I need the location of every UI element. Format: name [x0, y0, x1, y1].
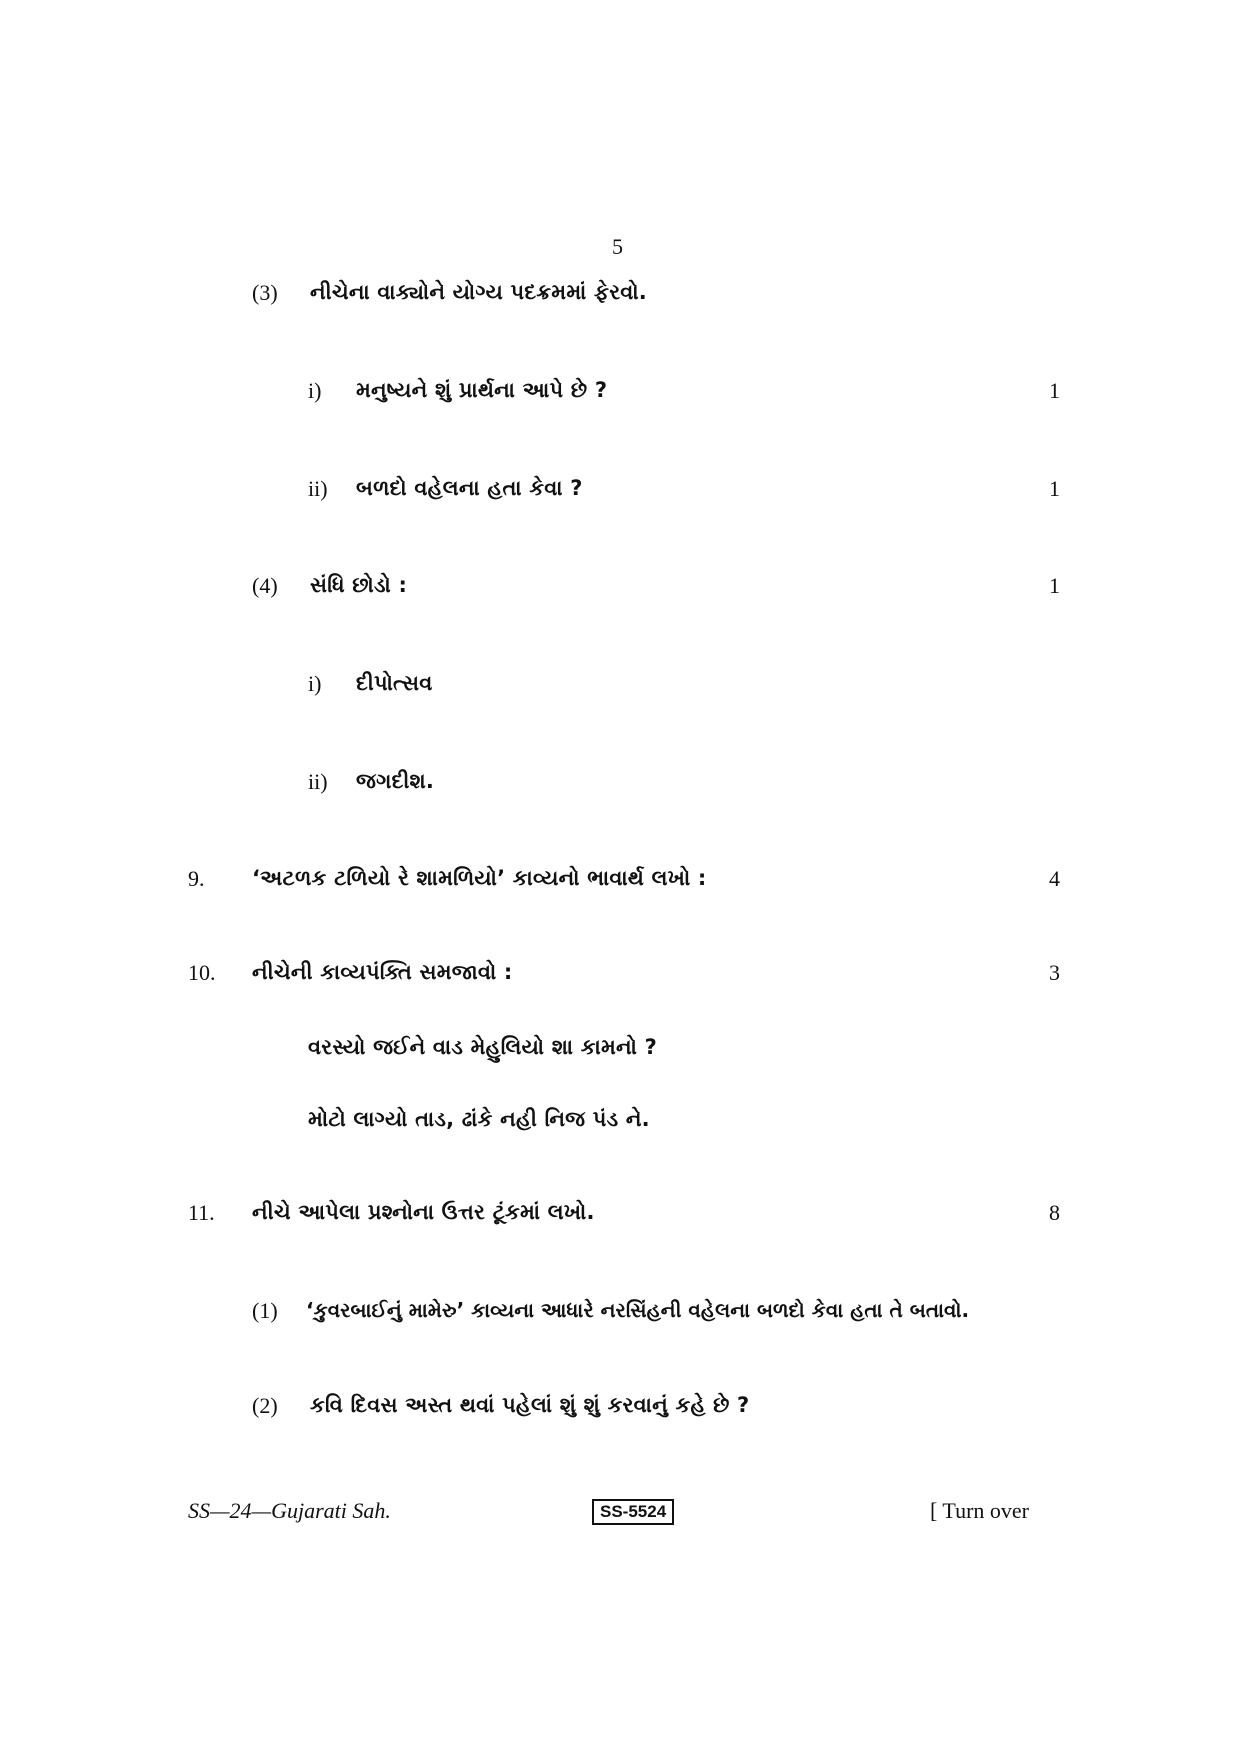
question-8-3-text: નીચેના વાક્યોને યોગ્ય પદક્રમમાં ફેરવો. [310, 280, 647, 304]
question-8-3-i-text: મનુષ્યને શું પ્રાર્થના આપે છે ? [356, 378, 608, 402]
question-9-text: ‘અટળક ટળિયો રે શામળિયો’ કાવ્યનો ભાવાર્થ લખો : [252, 866, 707, 890]
question-11-2-text: કવિ દિવસ અસ્ત થવાં પહેલાં શું શું કરવાનું કહે છે ? [310, 1393, 750, 1417]
question-8-3-ii-marks: 1 [1049, 476, 1060, 501]
footer-turn-over: [ Turn over [930, 1498, 1030, 1523]
question-10-text: નીચેની કાવ્યપંક્તિ સમજાવો : [252, 960, 513, 984]
question-11-1-text: ‘કુવરબાઈનું મામેરુ’ કાવ્યના આધારે નરસિંહની વહેલના બળદો કેવા હતા તે બતાવો. [306, 1298, 970, 1322]
question-8-4-ii-number: ii) [308, 769, 328, 794]
question-8-4-text: સંધિ છોડો : [310, 573, 408, 597]
question-8-4-marks: 1 [1049, 573, 1060, 598]
question-9-number: 9. [188, 866, 205, 891]
question-10-marks: 3 [1049, 960, 1060, 985]
question-8-3-ii-number: ii) [308, 476, 328, 501]
question-9-marks: 4 [1049, 866, 1060, 891]
question-11-text: નીચે આપેલા પ્રશ્નોના ઉત્તર ટૂંકમાં લખો. [252, 1200, 595, 1224]
question-8-3-i-marks: 1 [1049, 378, 1060, 403]
question-10-poem-line-2: મોટો લાગ્યો તાડ, ઢાંકે નહી નિજ પંડ ને. [308, 1107, 650, 1131]
question-8-3-number: (3) [252, 280, 278, 305]
question-8-4-number: (4) [252, 573, 278, 598]
footer-subject-code: SS—24—Gujarati Sah. [188, 1498, 391, 1523]
question-11-marks: 8 [1049, 1200, 1060, 1225]
question-10-number: 10. [188, 960, 216, 985]
question-11-2-number: (2) [252, 1393, 278, 1418]
question-10-poem-line-1: વરસ્યો જઈને વાડ મેહુલિયો શા કામનો ? [308, 1035, 657, 1059]
question-8-3-i-number: i) [308, 378, 322, 403]
question-11-number: 11. [188, 1200, 215, 1225]
footer-paper-code-box: SS-5524 [592, 1499, 674, 1525]
question-11-1-number: (1) [252, 1298, 278, 1323]
page-number: 5 [612, 234, 623, 259]
question-8-3-ii-text: બળદો વહેલના હતા કેવા ? [356, 476, 583, 500]
question-8-4-i-number: i) [308, 671, 322, 696]
question-8-4-i-text: દીપોત્સવ [356, 671, 433, 695]
question-8-4-ii-text: જગદીશ. [356, 769, 435, 793]
